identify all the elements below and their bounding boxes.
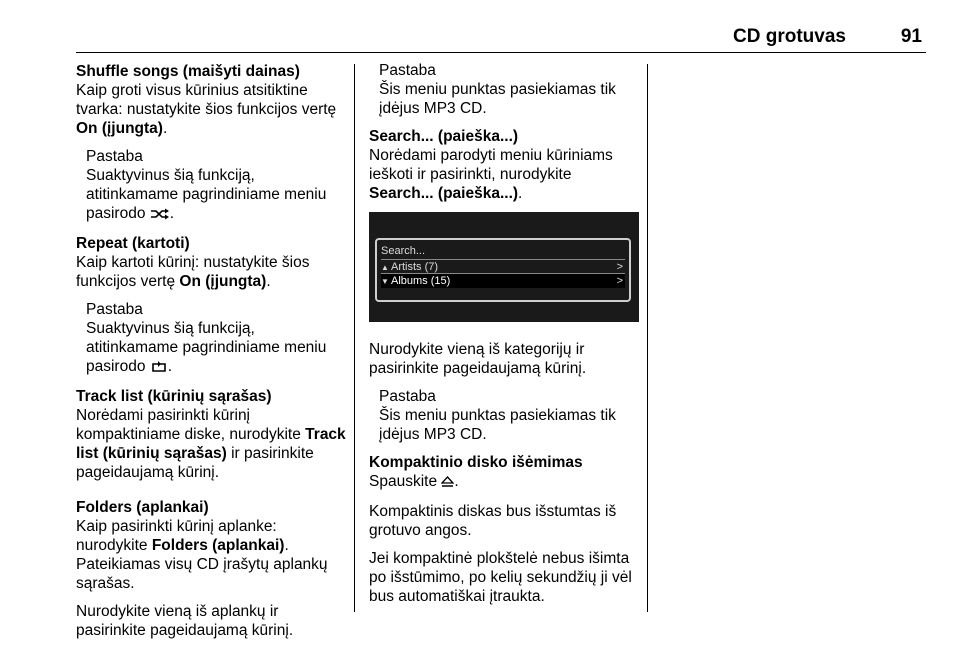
category-select-text: Nurodykite vieną iš kategorijų ir pasirinkite pageidaujamą kūrinį. xyxy=(369,341,587,377)
eject-text-2: Kompaktinis diskas bus išstumtas iš grotuvo angos. xyxy=(369,503,617,539)
column-divider xyxy=(354,64,355,612)
search-menu-item-label: Albums (15) xyxy=(391,275,451,287)
repeat-text: Kaip kartoti kūrinį: nustatykite šios funkcijos vertę xyxy=(76,254,310,290)
note-title: Pastaba xyxy=(86,148,143,165)
folders-text-end: . Pateikiamas visų CD įrašytų aplankų sąrašas. xyxy=(76,537,328,592)
folders-select-text: Nurodykite vieną iš aplankų ir pasirinkite pageidaujamą kūrinį. xyxy=(76,603,294,639)
note-shuffle xyxy=(76,147,346,225)
repeat-section xyxy=(76,234,346,291)
search-screen-image xyxy=(369,212,639,322)
eject-text-3: Jei kompaktinė plokštelė nebus išimta po išstūmimo, po kelių sekundžių ji vėl bus automatiškai įtraukta. xyxy=(369,550,632,605)
repeat-heading: Repeat (kartoti) xyxy=(76,235,190,252)
eject-heading: Kompaktinio disko išėmimas xyxy=(369,454,583,471)
folders-text: Kaip pasirinkti kūrinį aplanke: nurodykite xyxy=(76,518,277,554)
search-menu-item-artists xyxy=(381,259,625,274)
note-mp3-2 xyxy=(369,387,639,444)
note-title: Pastaba xyxy=(86,301,143,318)
shuffle-value: On (įjungta) xyxy=(76,120,163,137)
shuffle-text-end: . xyxy=(162,120,168,137)
repeat-text-end: . xyxy=(266,273,271,290)
search-menu-item-albums xyxy=(381,273,625,288)
note-text: Šis meniu punktas pasiekiamas tik įdėjus MP3 CD. xyxy=(379,81,616,117)
note-text: Šis meniu punktas pasiekiamas tik įdėjus MP3 CD. xyxy=(379,407,616,443)
track-text-end: ir pasirinkite pageidaujamą kūrinį. xyxy=(76,445,314,481)
eject-icon xyxy=(441,474,454,493)
eject-text: Spauskite xyxy=(369,473,442,490)
note-title: Pastaba xyxy=(379,62,436,79)
note-mp3 xyxy=(369,61,639,118)
middle-column xyxy=(369,62,639,615)
search-value: Search... (paieška...) xyxy=(369,185,519,202)
up-arrow-icon: ▲ xyxy=(381,263,389,272)
left-column xyxy=(76,62,346,649)
note-text: Suaktyvinus šią funkciją, atitinkamame pagrindiniame meniu pasirodo xyxy=(86,320,327,375)
shuffle-section xyxy=(76,62,346,138)
eject-text-end: . xyxy=(454,473,459,490)
search-menu-title: Search... xyxy=(381,245,426,257)
track-heading: Track list (kūrinių sąrašas) xyxy=(76,388,272,405)
shuffle-text: Kaip groti visus kūrinius atsitiktine tvarka: nustatykite šios funkcijos vertę xyxy=(76,82,337,118)
search-text: Norėdami parodyti meniu kūriniams ieškoti ir pasirinkti, nurodykite xyxy=(369,147,613,183)
search-menu-item-label: Artists (7) xyxy=(391,261,439,273)
search-section xyxy=(369,127,639,203)
track-text: Norėdami pasirinkti kūrinį kompaktiniame diske, nurodykite xyxy=(76,407,306,443)
search-text-end: . xyxy=(518,185,523,202)
search-menu-frame xyxy=(375,238,631,302)
search-heading: Search... (paieška...) xyxy=(369,128,519,145)
folders-value: Folders (aplankai) xyxy=(151,537,285,554)
chevron-right-icon: > xyxy=(616,275,623,287)
track-value: Track list (kūrinių sąrašas) xyxy=(76,426,346,462)
note-text: Suaktyvinus šią funkciją, atitinkamame pagrindiniame meniu pasirodo xyxy=(86,167,327,222)
column-divider-right xyxy=(647,64,648,612)
page-header xyxy=(76,22,926,52)
header-rule xyxy=(76,52,926,53)
note-title: Pastaba xyxy=(379,388,436,405)
down-arrow-icon: ▼ xyxy=(381,277,389,286)
repeat-icon xyxy=(150,359,168,378)
folders-section xyxy=(76,498,346,593)
folders-heading: Folders (aplankai) xyxy=(76,499,209,516)
note-text-end: . xyxy=(167,358,173,375)
eject-section xyxy=(369,453,639,493)
chevron-right-icon: > xyxy=(616,261,623,273)
repeat-value: On (įjungta) xyxy=(179,273,267,290)
note-text-end: . xyxy=(169,205,175,222)
track-section xyxy=(76,387,346,482)
page-title: CD grotuvas xyxy=(733,26,846,47)
note-repeat xyxy=(76,300,346,378)
shuffle-icon xyxy=(150,206,170,225)
page-number: 91 xyxy=(900,26,922,47)
shuffle-heading: Shuffle songs (maišyti dainas) xyxy=(76,63,300,80)
